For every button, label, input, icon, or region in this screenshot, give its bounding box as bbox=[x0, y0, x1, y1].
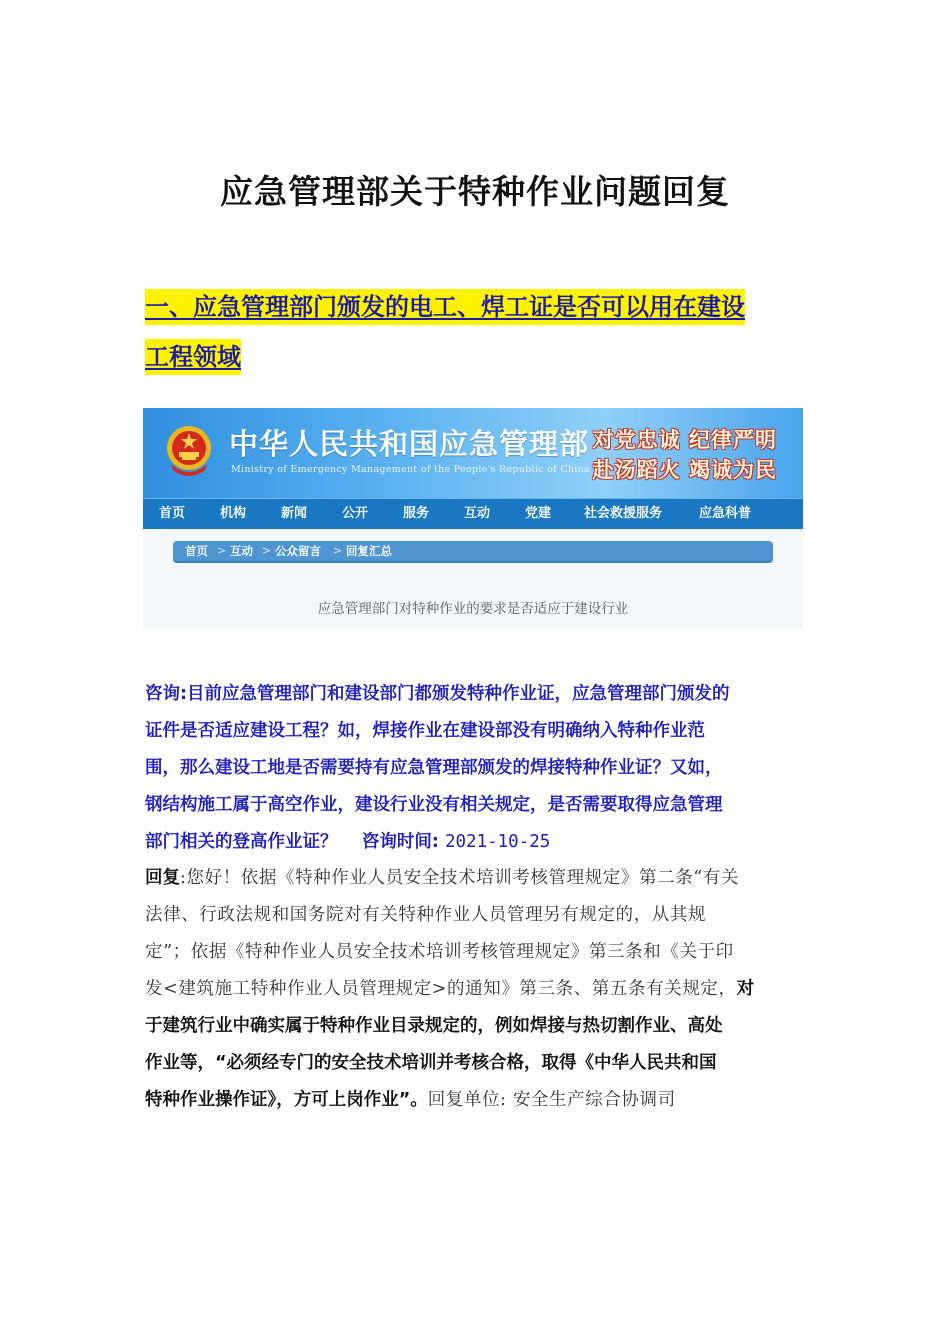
consult-line: 咨询:目前应急管理部门和建设部门都颁发特种作业证，应急管理部门颁发的 bbox=[145, 684, 730, 704]
consult-line: 部门相关的登高作业证？ bbox=[145, 832, 338, 852]
reply-line bbox=[145, 860, 805, 897]
reply-line bbox=[145, 1045, 805, 1082]
slogan-line2: 赴汤蹈火 竭诚为民 bbox=[592, 457, 777, 482]
reply-line bbox=[145, 971, 805, 1008]
reply-line4-text: 发<建筑施工特种作业人员管理规定>的通知》第三条、第五条有关规定， bbox=[145, 979, 737, 999]
reply-line bbox=[145, 1082, 805, 1119]
nav-item-news[interactable]: 新闻 bbox=[281, 506, 308, 521]
consult-paragraph bbox=[145, 676, 805, 861]
reply-line7-bold: 特种作业操作证》，方可上岗作业”。 bbox=[145, 1090, 428, 1110]
breadcrumb-messages[interactable]: 公众留言 bbox=[275, 544, 321, 558]
document-title: 应急管理部关于特种作业问题回复 bbox=[220, 172, 730, 211]
reply-line6-bold: 作业等，“必须经专门的安全技术培训并考核合格，取得《中华人民共和国 bbox=[145, 1053, 717, 1073]
nav-item-interact[interactable]: 互动 bbox=[464, 506, 491, 521]
nav-item-home[interactable]: 首页 bbox=[159, 506, 186, 521]
reply-label: 回复 bbox=[145, 868, 180, 888]
consult-time-label: 咨询时间: bbox=[361, 832, 439, 852]
breadcrumb-home[interactable]: 首页 bbox=[185, 544, 208, 558]
consult-line: 证件是否适应建设工程？如，焊接作业在建设部没有明确纳入特种作业范 bbox=[145, 721, 705, 741]
website-screenshot bbox=[143, 408, 803, 629]
nav-item-science[interactable]: 应急科普 bbox=[699, 506, 752, 521]
consult-time-value: 2021-10-25 bbox=[444, 832, 551, 852]
reply-line4-bold: 对 bbox=[736, 979, 755, 999]
breadcrumb-separator: > bbox=[217, 544, 227, 557]
national-emblem-icon bbox=[165, 424, 213, 478]
reply-line: 定”；依据《特种作业人员安全技术培训考核管理规定》第三条和《关于印 bbox=[145, 942, 734, 962]
site-name: 中华人民共和国应急管理部 bbox=[229, 427, 590, 461]
breadcrumb-summary[interactable]: 回复汇总 bbox=[346, 544, 392, 558]
site-banner bbox=[143, 408, 803, 498]
site-body bbox=[143, 529, 803, 629]
consult-last-line bbox=[145, 824, 805, 861]
section-heading-line2: 工程领域 bbox=[145, 339, 241, 375]
reply-line bbox=[145, 1008, 805, 1045]
nav-item-rescue[interactable]: 社会救援服务 bbox=[584, 506, 663, 521]
reply-paragraph bbox=[145, 860, 805, 1119]
site-nav bbox=[143, 498, 803, 529]
reply-line5-bold: 于建筑行业中确实属于特种作业目录规定的，例如焊接与热切割作业、高处 bbox=[145, 1016, 723, 1036]
consult-line: 围，那么建设工地是否需要持有应急管理部颁发的焊接特种作业证？又如， bbox=[145, 758, 723, 778]
nav-item-party[interactable]: 党建 bbox=[525, 506, 552, 521]
breadcrumb-separator: > bbox=[262, 544, 272, 557]
breadcrumb-interact[interactable]: 互动 bbox=[230, 544, 253, 558]
section-heading-line1: 一、应急管理部门颁发的电工、焊工证是否可以用在建设 bbox=[145, 289, 745, 325]
site-page-title: 应急管理部门对特种作业的要求是否适应于建设行业 bbox=[317, 601, 629, 617]
consult-line: 钢结构施工属于高空作业，建设行业没有相关规定，是否需要取得应急管理 bbox=[145, 795, 723, 815]
nav-item-service[interactable]: 服务 bbox=[403, 506, 430, 521]
section-heading bbox=[145, 282, 805, 382]
breadcrumb-separator: > bbox=[333, 544, 343, 557]
breadcrumb bbox=[173, 541, 773, 563]
site-name-en: Ministry of Emergency Management of the People's Republic of China bbox=[231, 464, 591, 475]
nav-item-org[interactable]: 机构 bbox=[220, 506, 247, 521]
nav-item-public[interactable]: 公开 bbox=[342, 506, 369, 521]
reply-line1-text: :您好！依据《特种作业人员安全技术培训考核管理规定》第二条“有关 bbox=[180, 868, 740, 888]
reply-line: 法律、行政法规和国务院对有关特种作业人员管理另有规定的，从其规 bbox=[145, 905, 707, 925]
reply-unit: 回复单位: 安全生产综合协调司 bbox=[427, 1090, 676, 1110]
slogan-line1: 对党忠诚 纪律严明 bbox=[592, 427, 777, 452]
